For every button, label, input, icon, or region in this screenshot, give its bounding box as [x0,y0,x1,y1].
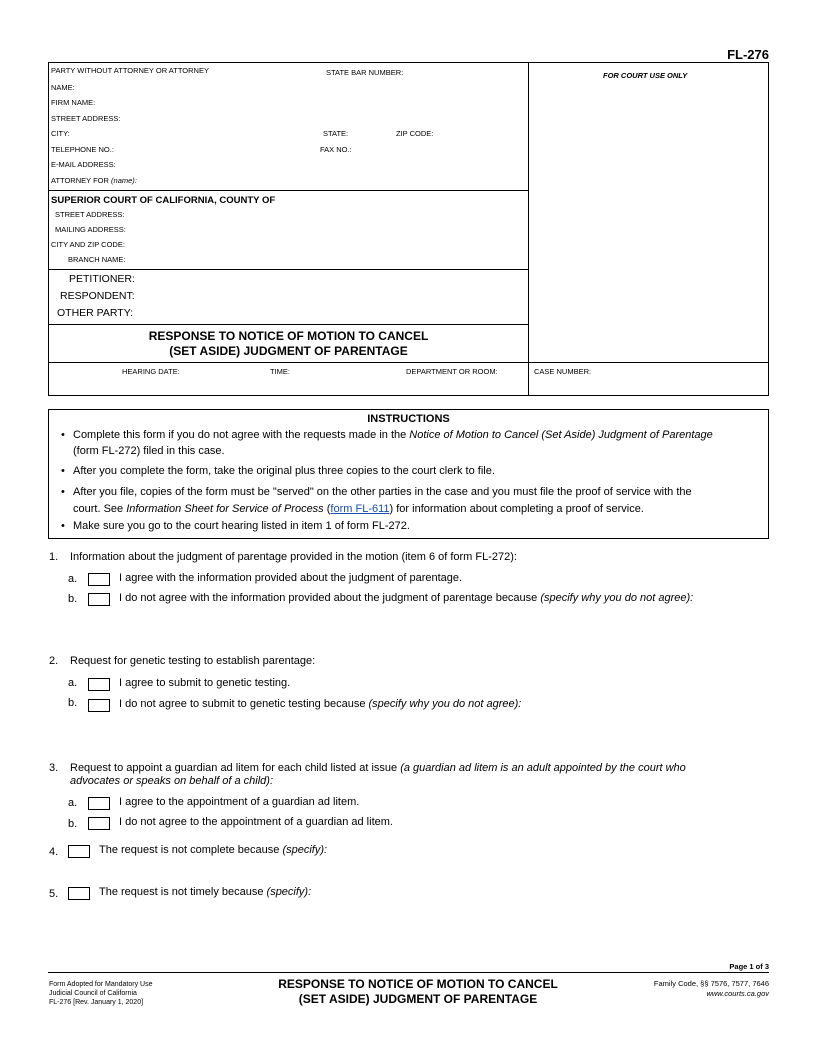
zip-label: ZIP CODE: [396,129,434,138]
case-number-label: CASE NUMBER: [534,367,592,376]
form-title-line1: RESPONSE TO NOTICE OF MOTION TO CANCEL [148,329,429,343]
state-label: STATE: [323,129,349,138]
footer-title: RESPONSE TO NOTICE OF MOTION TO CANCEL (SET ASIDE) JUDGMENT OF PARENTAGE [278,977,558,1006]
item-1a-letter: a. [68,573,78,585]
respondent-label: RESPONDENT: [60,290,135,302]
hearing-time-label: TIME: [270,367,290,376]
item-3b-text: I do not agree to the appointment of a guardian ad litem. [119,816,393,828]
divider-party-court [48,190,529,191]
instruction-4: • Make sure you go to the court hearing listed in item 1 of form FL-272. [55,518,762,534]
instructions-box [48,409,769,539]
item-3a-text: I agree to the appointment of a guardian ad litem. [119,796,360,808]
item-1-text: Information about the judgment of parentage provided in the motion (item 6 of form FL-272): [70,551,517,563]
item-4-text: The request is not complete because (specify): [99,844,328,856]
item-1b-text: I do not agree with the information provided about the judgment of parentage because (specify why you do not agree): [119,592,694,604]
attorney-for-label [51,176,137,185]
court-branch-label: BRANCH NAME: [68,255,126,264]
court-street-label: STREET ADDRESS: [55,210,125,219]
item-5-text: The request is not timely because (specify): [99,886,312,898]
state-bar-label: STATE BAR NUMBER: [326,68,404,77]
item-2b-letter: b. [68,697,78,709]
item-3a-letter: a. [68,797,78,809]
item-2-text: Request for genetic testing to establish parentage: [70,655,316,667]
item-5-number: 5. [49,888,59,900]
item-2b-text: I do not agree to submit to genetic testing because (specify why you do not agree): [119,698,522,710]
item-1b-checkbox[interactable] [88,593,110,606]
form-number: FL-276 [727,47,769,62]
item-3b-checkbox[interactable] [88,817,110,830]
item-2-number: 2. [49,655,59,667]
street-address-label: STREET ADDRESS: [51,114,121,123]
instruction-2: • After you complete the form, take the original plus three copies to the court clerk to file. [55,463,762,479]
court-use-label: FOR COURT USE ONLY [603,71,688,80]
divider-title-hearing [48,362,769,363]
item-1a-text: I agree with the information provided about the judgment of parentage. [119,572,463,584]
name-label: NAME: [51,83,75,92]
form-title [48,329,529,359]
item-2a-text: I agree to submit to genetic testing. [119,677,291,689]
item-2b-checkbox[interactable] [88,699,110,712]
footer-code: Family Code, §§ 7576, 7577, 7646 www.courts.ca.gov [653,979,769,998]
fax-label: FAX NO.: [320,145,352,154]
attorney-for-text: ATTORNEY FOR [51,176,109,185]
court-title: SUPERIOR COURT OF CALIFORNIA, COUNTY OF [51,195,276,206]
item-1a-checkbox[interactable] [88,573,110,586]
telephone-label: TELEPHONE NO.: [51,145,114,154]
item-4-number: 4. [49,846,59,858]
instructions-heading: INSTRUCTIONS [367,413,450,425]
item-3-number: 3. [49,762,59,774]
divider-court-parties [48,269,529,270]
footer-rule [48,972,769,973]
court-use-area[interactable] [530,82,768,360]
other-party-label: OTHER PARTY: [57,307,134,319]
item-5-checkbox[interactable] [68,887,90,900]
item-1-number: 1. [49,551,59,563]
attorney-for-name-hint: (name): [111,176,137,185]
hearing-dept-label: DEPARTMENT OR ROOM: [406,367,498,376]
party-header: PARTY WITHOUT ATTORNEY OR ATTORNEY [51,66,209,75]
divider-parties-title [48,324,529,325]
hearing-date-label: HEARING DATE: [122,367,180,376]
footer-adopted: Form Adopted for Mandatory Use Judicial Council of California FL-276 [Rev. January 1, 2020] [49,981,153,1006]
instruction-3: • After you file, copies of the form must be "served" on the other parties in the case and you must file the proof of service with the court. See Information Sheet for Service of Process (form FL-611) for information about completing a proof of service. [55,484,762,518]
instruction-1: • Complete this form if you do not agree with the requests made in the Notice of Motion to Cancel (Set Aside) Judgment of Parentage (form FL-272) filed in this case. [55,427,762,459]
email-label: E-MAIL ADDRESS: [51,160,116,169]
item-3-text: Request to appoint a guardian ad litem for each child listed at issue (a guardian ad litem is an adult appointed by the court who [70,762,686,774]
item-2a-checkbox[interactable] [88,678,110,691]
item-2a-letter: a. [68,677,78,689]
item-3b-letter: b. [68,818,78,830]
form-title-line2: (SET ASIDE) JUDGMENT OF PARENTAGE [169,344,408,358]
item-1b-letter: b. [68,593,78,605]
item-3-text-cont: advocates or speaks on behalf of a child): [70,775,274,787]
page-number: Page 1 of 3 [729,962,769,971]
court-city-zip-label: CITY AND ZIP CODE: [51,240,125,249]
item-3a-checkbox[interactable] [88,797,110,810]
item-4-checkbox[interactable] [68,845,90,858]
city-label: CITY: [51,129,70,138]
court-mailing-label: MAILING ADDRESS: [55,225,126,234]
firm-name-label: FIRM NAME: [51,98,96,107]
form-fl-611-link[interactable]: form FL-611 [330,503,390,515]
petitioner-label: PETITIONER: [69,273,135,285]
